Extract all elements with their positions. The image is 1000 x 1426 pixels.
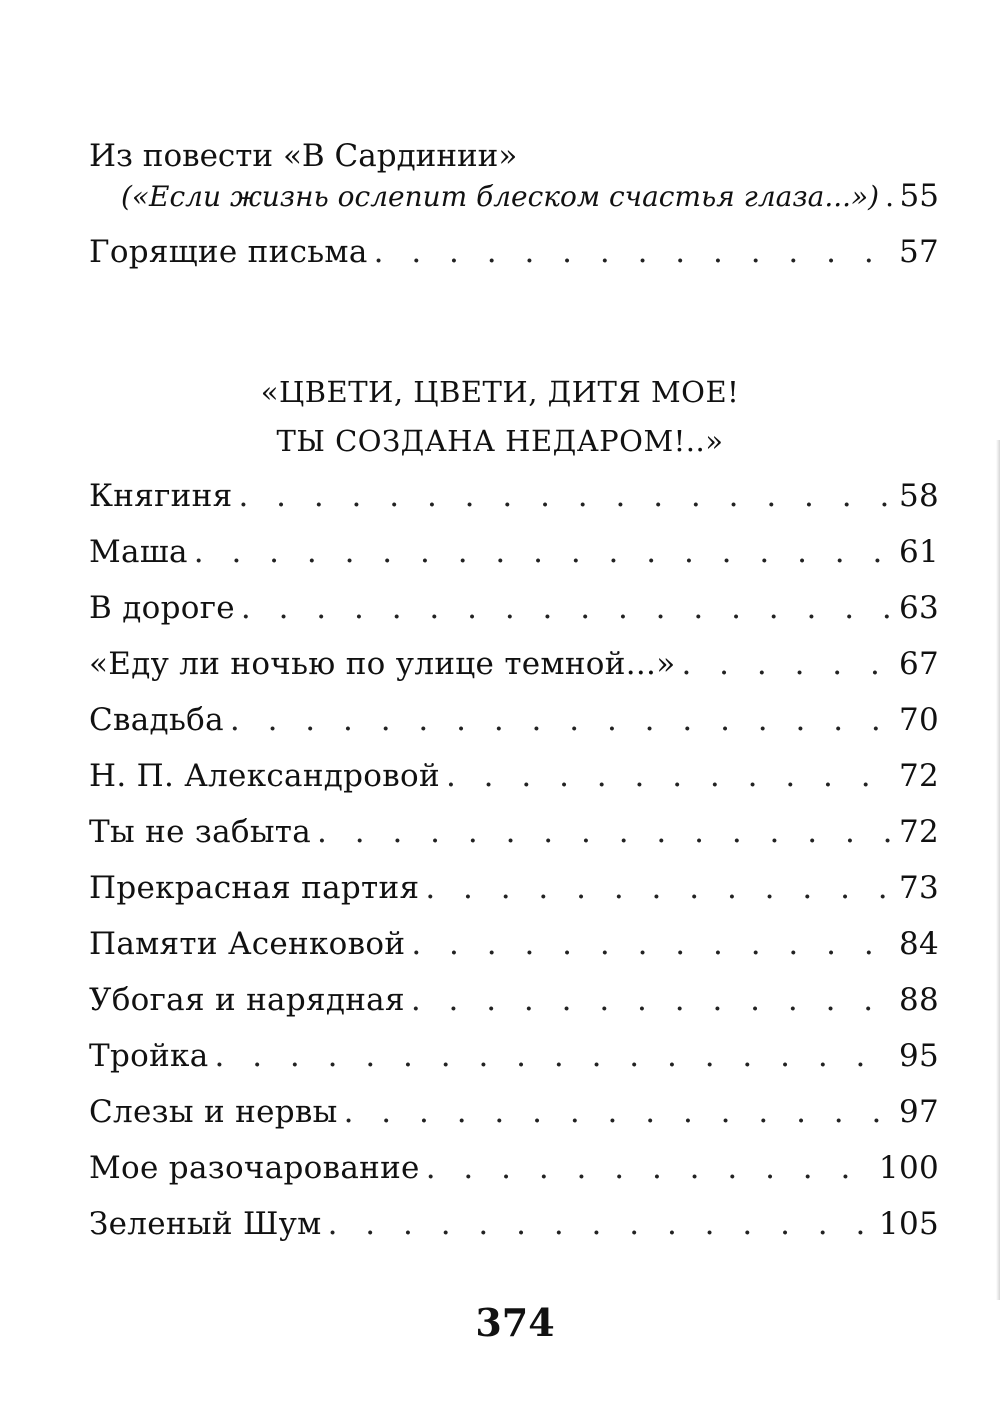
toc-entry (89, 1206, 939, 1262)
toc-page-number: 61 (898, 534, 939, 570)
toc-entry (89, 758, 939, 814)
toc-page-number: 57 (898, 234, 939, 270)
toc-page-number: 84 (898, 926, 939, 962)
section-heading (0, 368, 1000, 466)
dot-leader (681, 646, 892, 682)
toc-entry-title: Княгиня (89, 478, 233, 514)
dot-leader (230, 702, 893, 738)
toc-page-number: 58 (898, 478, 939, 514)
section-heading-line-1: «ЦВЕТИ, ЦВЕТИ, ДИТЯ МОЕ! (260, 375, 740, 409)
toc-entry-title: Памяти Асенковой (89, 926, 406, 962)
dot-leader (446, 758, 893, 794)
toc-page-number: 105 (878, 1206, 939, 1242)
toc-entry-title: Мое разочарование (89, 1150, 420, 1186)
toc-entry-title: Зеленый Шум (89, 1206, 322, 1242)
toc-entry (89, 870, 939, 926)
toc-page-number: 95 (898, 1038, 939, 1074)
toc-entry (89, 982, 939, 1038)
toc-entry-title: Ты не забыта (89, 814, 312, 850)
toc-top-block (89, 138, 939, 290)
toc-page-number: 73 (898, 870, 939, 906)
section-heading-line-2: ТЫ СОЗДАНА НЕДАРОМ!..» (276, 424, 724, 458)
toc-entry-title: («Если жизнь ослепит блеском счастья глаза...») (121, 180, 880, 213)
toc-entry-burning-letters (89, 234, 939, 290)
dot-leader (194, 534, 893, 570)
toc-entry (89, 702, 939, 758)
dot-leader (238, 478, 893, 514)
toc-entries-list (89, 478, 939, 1262)
toc-page-number: 55 (899, 178, 939, 214)
dot-leader (374, 234, 893, 270)
dot-leader (885, 180, 893, 213)
toc-page-number: 63 (898, 590, 939, 626)
toc-entry-title: «Еду ли ночью по улице темной...» (89, 646, 676, 682)
toc-entry (89, 534, 939, 590)
dot-leader (411, 926, 893, 962)
dot-leader (425, 870, 893, 906)
toc-page-number: 72 (898, 814, 939, 850)
toc-entry (89, 646, 939, 702)
toc-entry-title: Н. П. Александровой (89, 758, 440, 794)
toc-entry (89, 1094, 939, 1150)
toc-entry-title: Маша (89, 534, 188, 570)
dot-leader (241, 590, 893, 626)
toc-page-number: 88 (898, 982, 939, 1018)
toc-entry (89, 590, 939, 646)
toc-page-number: 72 (898, 758, 939, 794)
toc-entry-title: Свадьба (89, 702, 224, 738)
toc-entry (89, 926, 939, 982)
toc-entry (89, 814, 939, 870)
dot-leader (344, 1094, 893, 1130)
toc-entry-title: Прекрасная партия (89, 870, 420, 906)
dot-leader (317, 814, 893, 850)
toc-entry-sardinia-heading: Из повести «В Сардинии» (89, 138, 518, 174)
toc-entry-sardinia-subtitle (89, 178, 939, 234)
dot-leader (215, 1038, 893, 1074)
toc-entry (89, 1150, 939, 1206)
toc-page-number: 70 (898, 702, 939, 738)
toc-entry-title: Слезы и нервы (89, 1094, 338, 1130)
toc-entry-title: Тройка (89, 1038, 209, 1074)
dot-leader (426, 1150, 873, 1186)
dot-leader (411, 982, 893, 1018)
toc-page-number: 67 (898, 646, 939, 682)
toc-page-number: 97 (898, 1094, 939, 1130)
toc-entry (89, 1038, 939, 1094)
toc-entry-title: Горящие письма (89, 234, 368, 270)
dot-leader (328, 1206, 873, 1242)
page-number-folio: 374 (475, 1300, 555, 1345)
toc-page-number: 100 (878, 1150, 939, 1186)
toc-entry (89, 478, 939, 534)
toc-entry-title: Убогая и нарядная (89, 982, 405, 1018)
toc-entry-title: В дороге (89, 590, 235, 626)
page-edge-divider (996, 440, 1000, 1300)
